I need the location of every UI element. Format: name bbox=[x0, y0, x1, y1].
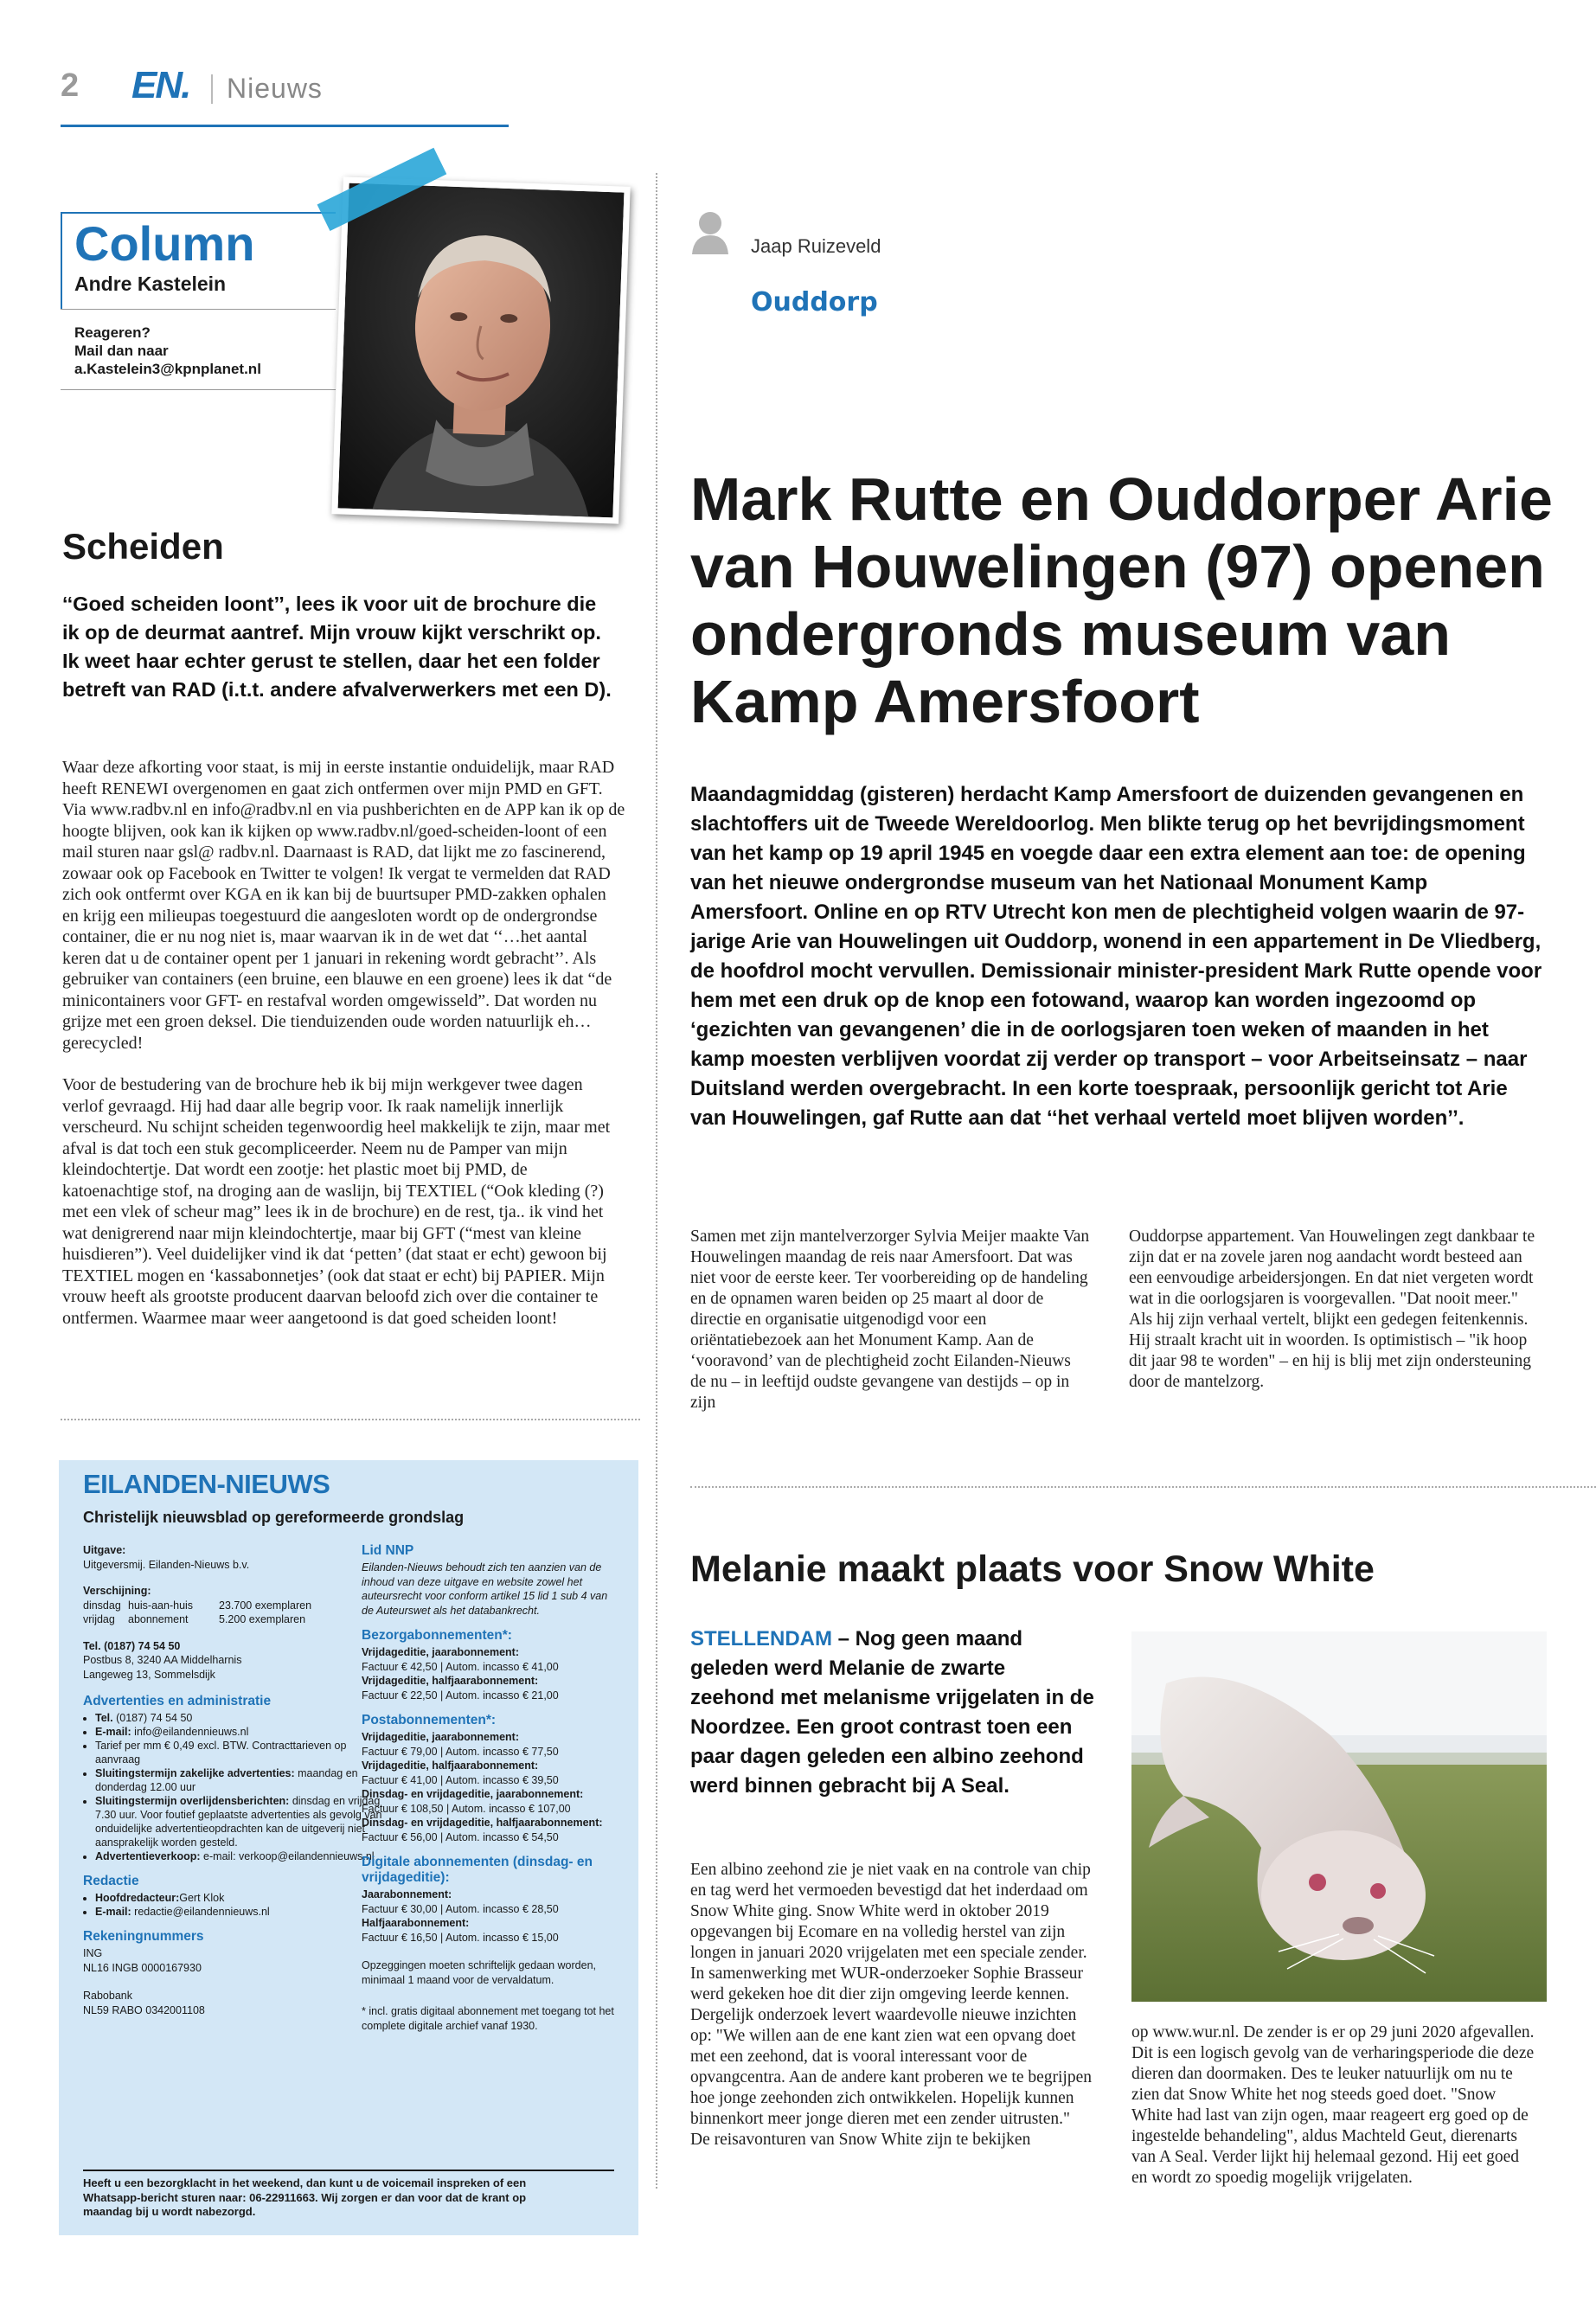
section-name: Nieuws bbox=[227, 73, 323, 104]
advertenties-list bbox=[83, 1711, 386, 1863]
article1-lead: Maandagmiddag (gisteren) herdacht Kamp Amersfoort de duizenden gevangenen en slachtoffers uit de Tweede Wereldoorlog. Men blikte terug op het bevrijdingsmoment van het kamp op 19 april 1945 en voegde daar een extra element aan toe: de opening van het nieuwe ondergrondse museum van het Nationaal Monument Kamp Amersfoort. Online en op RTV Utrecht kon men de plechtigheid volgen waarin de 97-jarige Arie van Houwelingen uit Ouddorp, wonend in een appartement in De Vliedberg, de hoofdrol mocht vervullen. Demissionair minister-president Mark Rutte opende voor hem met een druk op de knop een fotowand, waarop kan worden ingezoomd op ‘gezichten van gevangenen’ die in de oorlogsjaren toen weken of maanden in het kamp moesten verblijven voordat zij verder op transport – voor Arbeitseinsatz – naar Duitsland werden overgebracht. In een korte toespraak, persoonlijk gericht tot Arie van Houwelingen, gaf Rutte aan dat ‘‘het verhaal verteld moet blijven worden’’. bbox=[690, 783, 1542, 1130]
adv-item: • Advertentieverkoop: e-mail: verkoop@eilandennieuws.nl bbox=[95, 1849, 386, 1863]
article2-lead bbox=[690, 1625, 1095, 1801]
verschijning-row: vrijdag abonnement 5.200 exemplaren bbox=[83, 1613, 306, 1625]
column-intro: ‘‘Goed scheiden loont’’, lees ik voor uit de brochure die ik op de deurmat aantref. Mijn vrouw kijkt verschrikt op. Ik weet haar echter gerust te stellen, daar het een folder betreft van RAD (i.t.t. andere afvalverwerkers met een D). bbox=[62, 593, 612, 701]
header-divider bbox=[211, 74, 213, 104]
colophon-right: Lid NNP Eilanden-Nieuws behoudt zich ten aanzien van de inhoud van deze uitgave en website zowel het auteursrecht voor conform artikel 15 lid 1 sub 4 van de Auteurswet als het databankrecht. Bezorgabonnementen*: Vrijdageditie, jaarabonnement: Factuur € 42,50 | Autom. incasso € 41,00 Vrijdageditie, halfjaarabonnement: Factuur € 22,50 | Autom. incasso € 21,00 Postabonnementen*: Vrijdageditie, jaarabonnement: Factuur € 79,00 | Autom. incasso € 77,50 Vrijdageditie, halfjaarabonnement: Factuur € 41,00 | Autom. incasso € 39,50 Dinsdag- en vrijdageditie, jaarabonnement: Factuur € 108,50 | Autom. incasso € 107,00 Dinsdag- en vrijdageditie, halfjaarabonnement: Factuur € 56,00 | Autom. incasso € 54,50 Digitale abonnementen (dinsdag- en vrijdageditie): Jaarabonnement: Factuur € 30,00 | Autom. incasso € 28,50 Halfjaarabonnement: Factuur € 16,50 | Autom. incasso € 15,00 Opzeggingen moeten schriftelijk gedaan worden, minimaal 1 maand voor de vervaldatum. * incl. gratis digitaal abonnement met toegang tot het complete digitale archief vanaf 1930. bbox=[362, 1543, 621, 2033]
rek-line: NL59 RABO 0342001108 bbox=[83, 2003, 205, 2016]
brand-logo: EN. bbox=[131, 64, 190, 106]
digital-note: * incl. gratis digitaal abonnement met toegang tot het complete digitale archief vanaf 1930. bbox=[362, 2005, 614, 2032]
verschijning-heading: Verschijning: bbox=[83, 1585, 151, 1597]
seal-photo bbox=[1131, 1631, 1547, 2002]
article2-column-1: Een albino zeehond zie je niet vaak en na controle van chip en tag werd het vermoeden bevestigd dat het inderdaad om Snow White ging. Snow White werd in oktober 2019 opgevangen bij Ecomare en na volledig herstel van zijn longen in januari 2020 vrijgelaten met een speciale zender. In samenwerking met WUR-onderzoeker Sophie Brasseur werd gekeken hoe dit dier zijn omgeving leerde kennen. Dergelijk onderzoek levert waardevolle nieuwe inzichten op: "We willen aan de ene kant zien wat een opvang doet met een zeehond, dat is vooral interessant voor de opvangcentra. Aan de andere kant proberen we te begrijpen hoe jonge zeehonden zich ontwikkelen. Hopelijk kunnen binnenkort meer jonge dieren met een zender uitrusten." De reisavonturen van Snow White zijn te bekijken bbox=[690, 1861, 1093, 2149]
post-heading: Postabonnementen*: bbox=[362, 1713, 497, 1727]
column-react-1: Reageren? bbox=[74, 324, 151, 341]
adv-item: • Tel. (0187) 74 54 50 bbox=[95, 1711, 386, 1725]
article1-column-1: Samen met zijn mantelverzorger Sylvia Meijer maakte Van Houwelingen maandag de reis naar Amersfoort. Dat was niet voor de eerste keer. Ter voorbereiding op de handeling en de opnamen waren beiden op 25 maart al door de directie en organisatie uitgenodigd voor een oriëntatiebezoek aan het Monument Kamp. Aan de ‘vooravond’ van de plechtigheid zocht Eilanden-Nieuws de nu – in leeftijd oudste gevangene van destijds – op in zijn bbox=[690, 1227, 1090, 1412]
column-author: Andre Kastelein bbox=[74, 272, 227, 295]
colophon-subtitle: Christelijk nieuwsblad op gereformeerde grondslag bbox=[83, 1509, 465, 1526]
article2-lead-text: – Nog geen maand geleden werd Melanie de zwarte zeehond met melanisme vrijgelaten in de Noordzee. Een groot contrast toen een paar dagen geleden een albino zeehond werd binnen gebracht bij A Seal. bbox=[690, 1627, 1094, 1798]
adv-item: • Sluitingstermijn overlijdensberichten: dinsdag en vrijdag 7.30 uur. Voor foutief geplaatste advertenties als gevolg van onduidelijke advertentieopdrachten kan de uitgeverij niet aansprakelijk worden gesteld. bbox=[95, 1794, 386, 1849]
nnp-heading: Lid NNP bbox=[362, 1543, 414, 1558]
address-line: Langeweg 13, Sommelsdijk bbox=[83, 1668, 215, 1681]
header-rule bbox=[61, 125, 509, 127]
column-top-border bbox=[61, 212, 336, 214]
column-divider bbox=[61, 309, 336, 310]
column-paragraph: Voor de bestudering van de brochure heb ik bij mijn werkgever twee dagen verlof gevraagd. Hij had daar alle begrip voor. Ik raak namelijk innerlijk verscheurd. Nu schijnt scheiden tegenwoordig heel makkelijk te zijn, maar met afval is dat toch een stuk gecompliceerder. Neem nu de Pamper van mijn kleindochtertje. Dat wordt een zootje: het plastic moet bij PMD, de katoenachtige stof, na droging aan de waslijn, bij TEXTIEL (“Ook kleding (?) met een vlek of scheur mag” lees ik in de brochure) en de rest, tja.. ik vind het wat denigrerend naar mijn kleindochtertje, maar bij GFT (“mest van kleine huisdieren”). Veel duidelijker vind ik dat ‘petten’ (dat staat er echt) gewoon bij TEXTIEL mogen en ‘kassabonnetjes’ (ook dat staat er echt) bij PAPIER. Mijn vrouw heeft als grootste producent daarvan beloofd zich over die container te ontfermen. Waarmee maar weer aangetoond is dat goed scheiden loont! bbox=[62, 1075, 611, 1328]
colophon-box bbox=[59, 1460, 638, 2235]
column-title: Scheiden bbox=[62, 526, 224, 567]
column-vertical-divider bbox=[656, 173, 657, 2189]
uitgave-heading: Uitgave: bbox=[83, 1544, 126, 1556]
opzeg-text: Opzeggingen moeten schriftelijk gedaan worden, minimaal 1 maand voor de vervaldatum. bbox=[362, 1959, 597, 1986]
adv-item: • Sluitingstermijn zakelijke advertenties: maandag en donderdag 12.00 uur bbox=[95, 1766, 386, 1794]
column-left-border bbox=[61, 212, 62, 309]
article1-bottom-divider bbox=[690, 1486, 1596, 1488]
article2-column-2: op www.wur.nl. De zender is er op 29 juni 2020 afgevallen. Dit is een logisch gevolg van de verharingsperiode die deze dieren dan doormaken. Des te leuker natuurlijk om nu te zien dat Snow White het nog steeds goed doet. "Snow White had last van zijn ogen, maar reageert erg goed op de ingestelde behandeling", aldus Machteld Geut, dierenarts van A Seal. Verder lijkt hij helemaal gezond. Hij eet goed en wordt zo spoedig mogelijk vrijgelaten. bbox=[1131, 2023, 1535, 2187]
article1-author: Jaap Ruizeveld bbox=[751, 235, 881, 257]
column-body bbox=[62, 757, 626, 1329]
redactie-heading: Redactie bbox=[83, 1874, 139, 1888]
page-number: 2 bbox=[61, 67, 80, 104]
article2-dateline: STELLENDAM bbox=[690, 1627, 832, 1650]
article1-location: Ouddorp bbox=[751, 287, 878, 317]
rek-line: ING bbox=[83, 1947, 103, 1959]
verschijning-row: dinsdag huis-aan-huis 23.700 exemplaren bbox=[83, 1599, 312, 1612]
page-header bbox=[59, 64, 509, 130]
rek-line: NL16 INGB 0000167930 bbox=[83, 1961, 202, 1974]
article1-headline: Mark Rutte en Ouddorper Arie van Houwelingen (97) openen ondergronds museum van Kamp Amersfoort bbox=[690, 465, 1553, 735]
column-react-email[interactable]: a.Kastelein3@kpnplanet.nl bbox=[74, 361, 261, 377]
column-paragraph: Waar deze afkorting voor staat, is mij in eerste instantie onduidelijk, maar RAD heeft RENEWI overgenomen en gaat zich ontfermen over mijn PMD en GFT. Via www.radbv.nl en info@radbv.nl en via pushberichten en de APP kan ik op de hoogte blijven, ook kan ik kijken op www.radbv.nl/goed-scheiden-loont of een mail sturen naar gsl@ radbv.nl. Daarnaast is RAD, dat lijkt me zo fascinerend, zowaar ook op Facebook en Twitter te volgen! Ik vergat te vermelden dat RAD zich ook ontfermt over KGA en ik kan bij de buurtsuper PMD-zakken ophalen en krijg een milieupas toegestuurd die aangesloten wordt op de ondergrondse container, die er nu nog niet is, maar waarvan ik in de wet dat ‘‘…het aantal keren dat u de container opent per 1 januari in rekening wordt gebracht’’. Als gebruiker van containers (een bruine, een blauwe en een groene) lees ik dat “de minicontainers voor GFT- en restafval worden omgewisseld”. Dat worden nu grijze met een groen deksel. Die tienduizenden oude worden natuurlijk eh… gerecycled! bbox=[62, 758, 625, 1053]
bezorg-heading: Bezorgabonnementen*: bbox=[362, 1628, 512, 1643]
tel-heading[interactable]: Tel. (0187) 74 54 50 bbox=[83, 1639, 181, 1652]
column-react-2: Mail dan naar bbox=[74, 343, 169, 359]
rek-line: Rabobank bbox=[83, 1990, 132, 2002]
address-line: Postbus 8, 3240 AA Middelharnis bbox=[83, 1654, 242, 1666]
author-avatar-icon bbox=[690, 209, 730, 254]
redactie-list bbox=[83, 1891, 386, 1919]
colophon-brand: EILANDEN-NIEUWS bbox=[83, 1469, 330, 1499]
article1-column-2: Ouddorpse appartement. Van Houwelingen zegt dankbaar te zijn dat er na zovele jaren nog aandacht wordt besteed aan een eenvoudige arbeidersjongen. En dat niet vergeten wordt wat in die oorlogsjaren is voorgevallen. "Dat nooit meer." Als hij zijn verhaal vertelt, blijkt een gedegen feitenkennis. Hij straalt kracht uit in woorden. Is optimistisch – "ik hoop dit jaar 98 te worden" – en hij is blij met zijn ondersteuning door de mantelzorg. bbox=[1129, 1227, 1535, 1391]
author-portrait-image bbox=[338, 183, 625, 518]
red-item: • Hoofdredacteur:Gert Klok bbox=[95, 1891, 386, 1905]
uitgave-text: Uitgeversmij. Eilanden-Nieuws b.v. bbox=[83, 1558, 250, 1571]
advertenties-heading: Advertenties en administratie bbox=[83, 1694, 272, 1708]
author-photo bbox=[331, 176, 630, 523]
article2-headline: Melanie maakt plaats voor Snow White bbox=[690, 1548, 1375, 1590]
column-bottom-divider bbox=[61, 1419, 640, 1420]
column-divider-bottom bbox=[61, 389, 336, 390]
red-item: • E-mail: redactie@eilandennieuws.nl bbox=[95, 1905, 386, 1919]
colophon-divider bbox=[83, 2170, 614, 2171]
adv-item: • Tarief per mm € 0,49 excl. BTW. Contracttarieven op aanvraag bbox=[95, 1739, 386, 1766]
column-box bbox=[61, 212, 336, 394]
nnp-text: Eilanden-Nieuws behoudt zich ten aanzien van de inhoud van deze uitgave en website zowel het auteursrecht voor conform artikel 15 lid 1 sub 4 van de Auteurswet als het databankrecht. bbox=[362, 1561, 608, 1617]
colophon-footer: Heeft u een bezorgklacht in het weekend, dan kunt u de voicemail inspreken of een Whatsapp-bericht sturen naar: 06-22911663. Wij zorgen er dan voor dat de krant op maandag bij u wordt nabezorgd. bbox=[83, 2176, 527, 2218]
colophon-left bbox=[83, 1543, 386, 2017]
rekening-heading: Rekeningnummers bbox=[83, 1929, 204, 1944]
adv-item: • E-mail: info@eilandennieuws.nl bbox=[95, 1725, 386, 1739]
column-label: Column bbox=[74, 216, 255, 271]
digitaal-heading: Digitale abonnementen (dinsdag- en vrijdageditie): bbox=[362, 1855, 593, 1885]
